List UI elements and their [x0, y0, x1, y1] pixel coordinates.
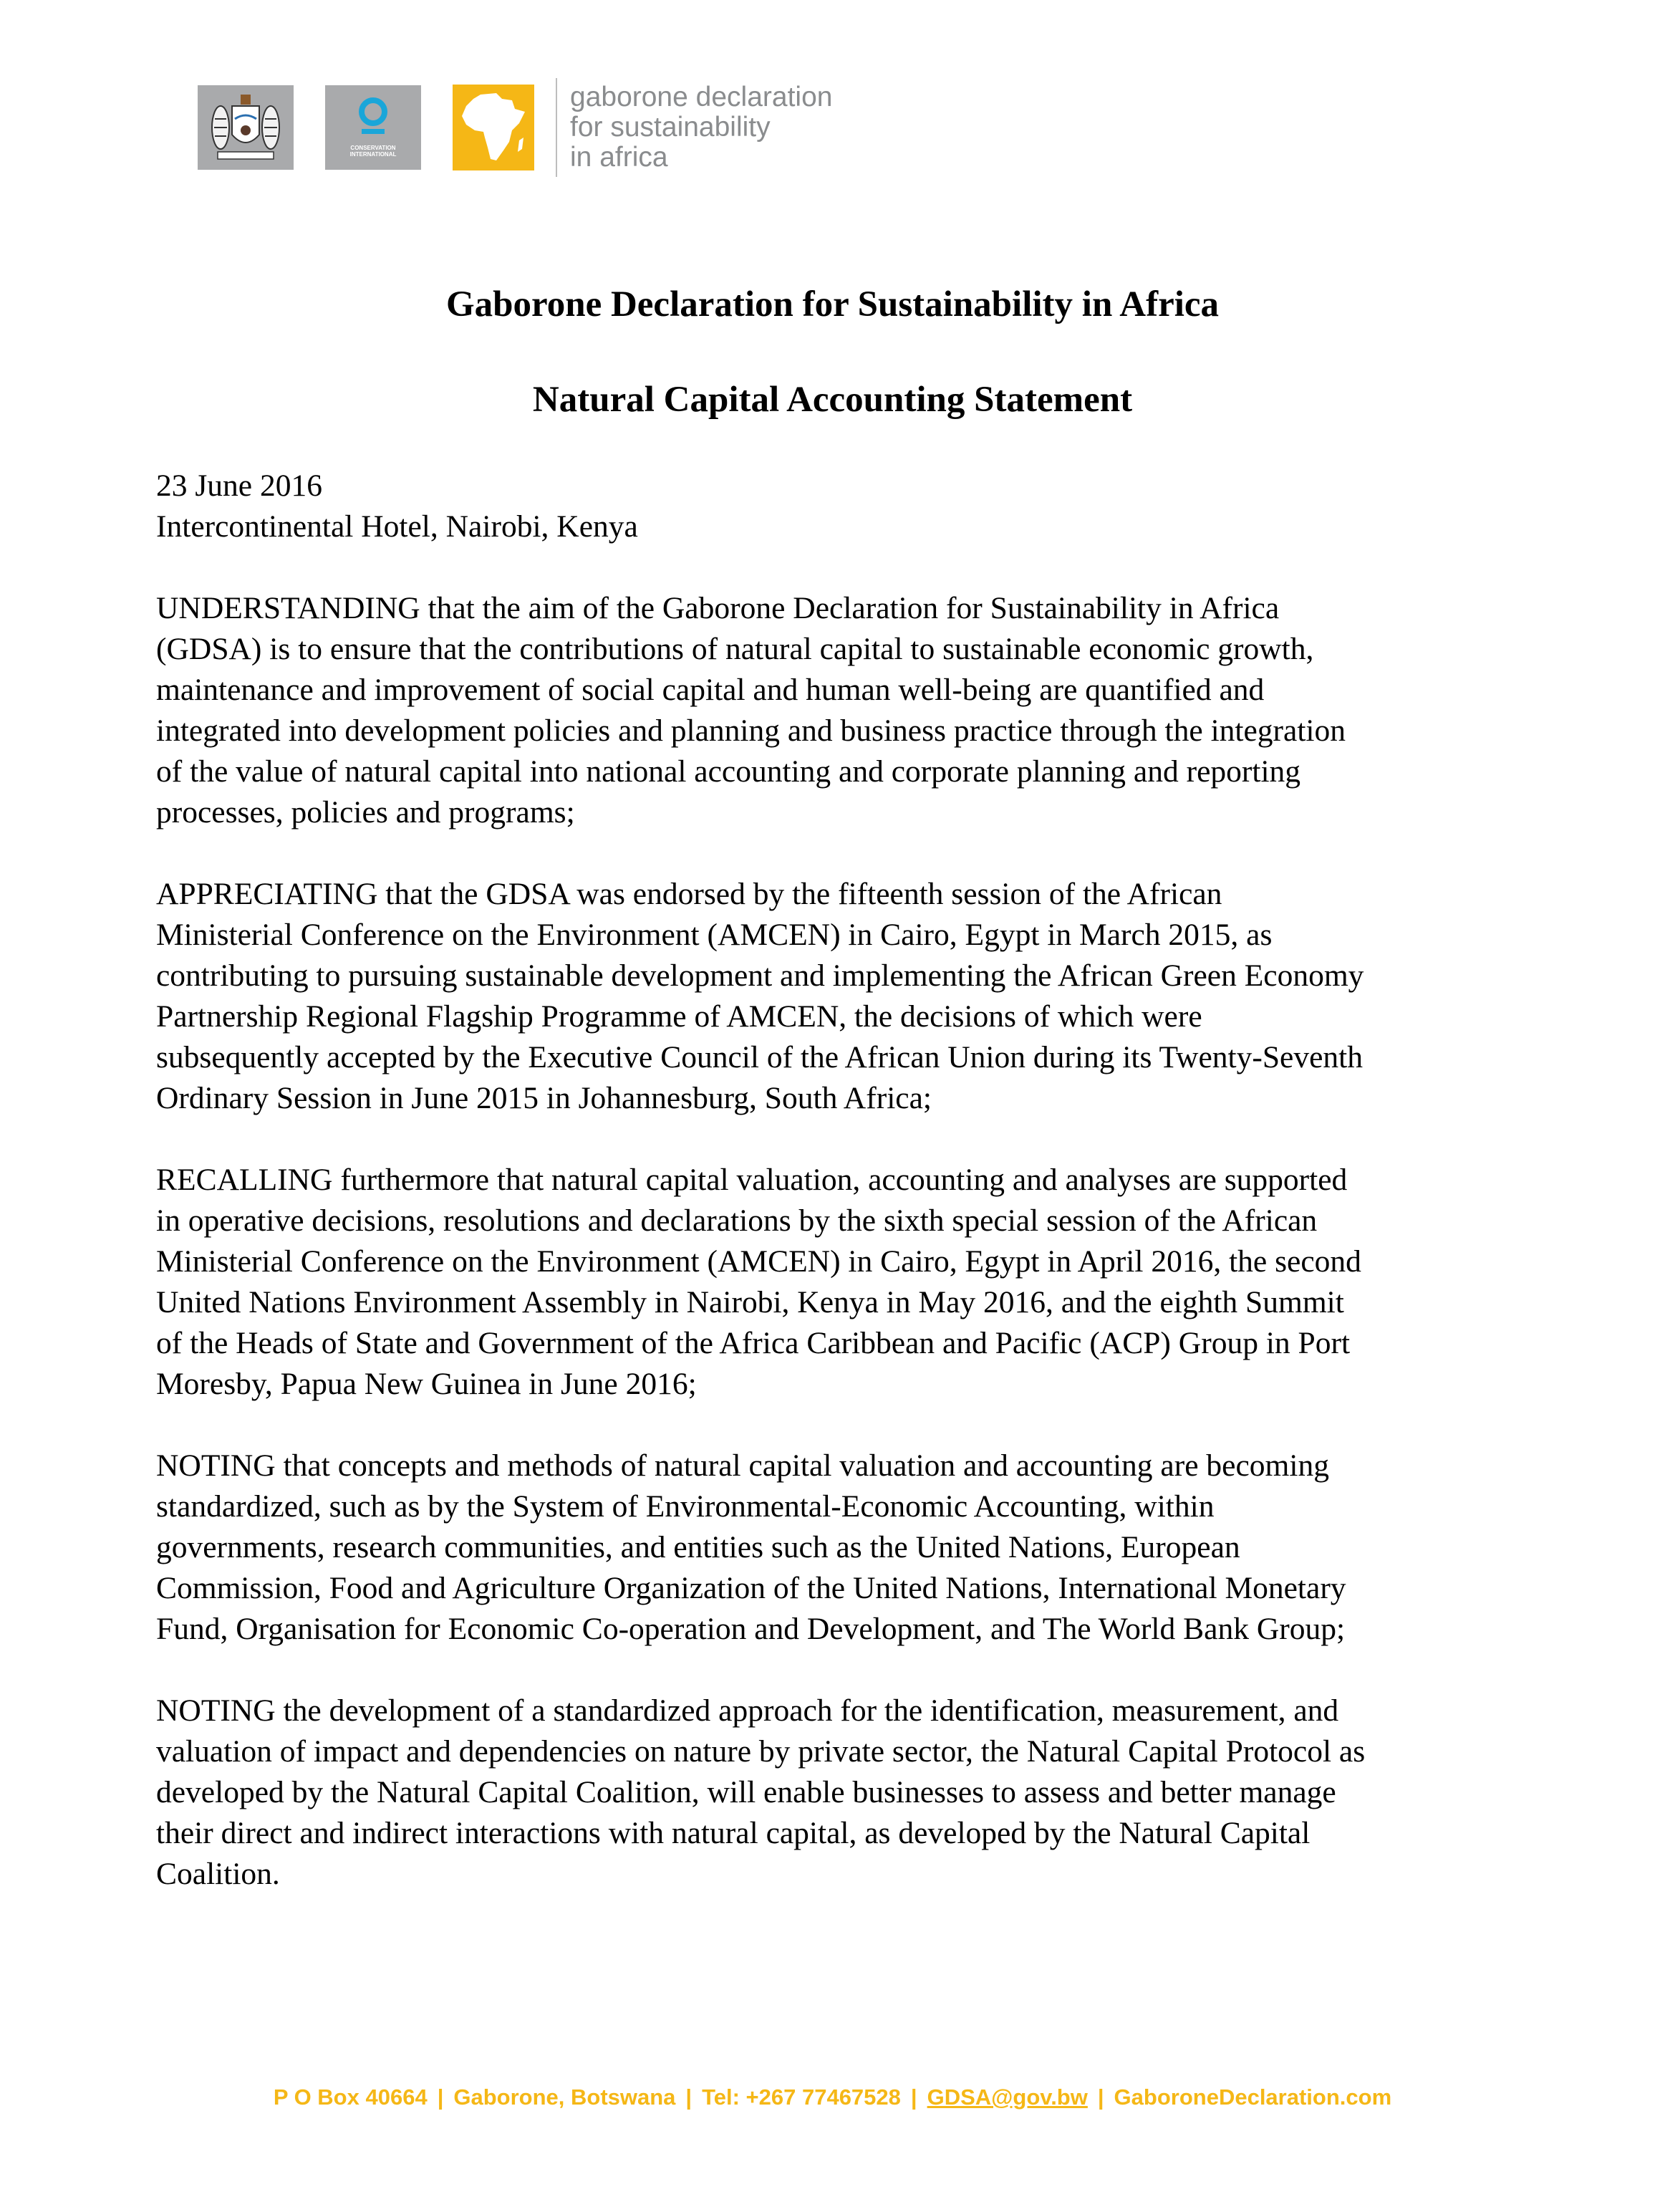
paragraph-appreciating [156, 874, 1538, 1119]
paragraph-line: developed by the Natural Capital Coalition, will enable businesses to assess and better manage [156, 1775, 1336, 1809]
paragraph-line: Ordinary Session in June 2015 in Johannesburg, South Africa; [156, 1081, 932, 1115]
paragraph-line: RECALLING furthermore that natural capital valuation, accounting and analyses are supported [156, 1163, 1348, 1197]
footer-separator: | [1097, 2084, 1104, 2110]
brand-wordmark [570, 82, 832, 173]
footer-city: Gaborone, Botswana [453, 2084, 676, 2110]
paragraph-noting-protocol [156, 1691, 1538, 1895]
paragraph-line: processes, policies and programs; [156, 795, 575, 830]
paragraph-line: valuation of impact and dependencies on nature by private sector, the Natural Capital Protocol as [156, 1734, 1366, 1769]
document-title: Gaborone Declaration for Sustainability in Africa [445, 284, 1220, 324]
paragraph-line: NOTING the development of a standardized approach for the identification, measurement, and [156, 1693, 1339, 1728]
paragraph-line: Partnership Regional Flagship Programme of AMCEN, the decisions of which were [156, 999, 1202, 1034]
footer-separator: | [437, 2084, 444, 2110]
paragraph-line: standardized, such as by the System of Environmental-Economic Accounting, within [156, 1489, 1215, 1524]
ci-emblem-icon [357, 97, 389, 139]
paragraph-line: contributing to pursuing sustainable development and implementing the African Green Economy [156, 958, 1364, 993]
coat-of-arms-icon [203, 90, 288, 165]
document-date: 23 June 2016 [156, 468, 322, 503]
paragraph-line: Fund, Organisation for Economic Co-operation and Development, and The World Bank Group; [156, 1612, 1346, 1646]
paragraph-line: Moresby, Papua New Guinea in June 2016; [156, 1367, 697, 1401]
paragraph-line: Ministerial Conference on the Environment (AMCEN) in Cairo, Egypt in March 2015, as [156, 918, 1273, 952]
paragraph-line: subsequently accepted by the Executive Council of the African Union during its Twenty-Seventh [156, 1040, 1363, 1074]
paragraph-line: Ministerial Conference on the Environment (AMCEN) in Cairo, Egypt in April 2016, the second [156, 1244, 1361, 1279]
paragraph-line: their direct and indirect interactions with natural capital, as developed by the Natural Capital [156, 1816, 1311, 1850]
paragraph-understanding [156, 588, 1538, 833]
paragraph-line: of the value of natural capital into national accounting and corporate planning and reporting [156, 754, 1301, 789]
botswana-coat-of-arms-logo [198, 85, 294, 170]
footer-email-link[interactable]: GDSA@gov.bw [927, 2084, 1088, 2110]
footer-separator: | [685, 2084, 692, 2110]
brand-line: gaborone declaration [570, 82, 833, 112]
paragraph-recalling [156, 1160, 1538, 1405]
paragraph-line: of the Heads of State and Government of the Africa Caribbean and Pacific (ACP) Group in Port [156, 1326, 1351, 1360]
paragraph-line: maintenance and improvement of social capital and human well-being are quantified and [156, 673, 1265, 707]
paragraph-line: Commission, Food and Agriculture Organization of the United Nations, International Monetary [156, 1571, 1346, 1605]
paragraph-line: UNDERSTANDING that the aim of the Gaborone Declaration for Sustainability in Africa [156, 591, 1280, 625]
brand-line: in africa [570, 142, 668, 173]
footer-separator: | [910, 2084, 917, 2110]
document-body [156, 466, 1538, 1936]
paragraph-line: Coalition. [156, 1857, 280, 1891]
document-subtitle: Natural Capital Accounting Statement [532, 380, 1133, 420]
letterhead [198, 77, 832, 178]
paragraph-line: governments, research communities, and entities such as the United Nations, European [156, 1530, 1240, 1564]
paragraph-line: in operative decisions, resolutions and declarations by the sixth special session of the African [156, 1203, 1318, 1238]
footer-telephone: Tel: +267 77467528 [702, 2084, 901, 2110]
gdsa-africa-logo [453, 85, 534, 170]
ci-logo-caption: CONSERVATION INTERNATIONAL [349, 145, 397, 158]
footer-address: P O Box 40664 [273, 2084, 428, 2110]
contact-footer [0, 2084, 1665, 2110]
document-location: Intercontinental Hotel, Nairobi, Kenya [156, 509, 638, 544]
date-location-block [156, 466, 1538, 547]
paragraph-line: United Nations Environment Assembly in Nairobi, Kenya in May 2016, and the eighth Summit [156, 1285, 1344, 1319]
brand-line: for sustainability [570, 112, 771, 143]
paragraph-line: APPRECIATING that the GDSA was endorsed by the fifteenth session of the African [156, 877, 1222, 911]
footer-website[interactable]: GaboroneDeclaration.com [1114, 2084, 1392, 2110]
conservation-international-logo [325, 85, 421, 170]
paragraph-line: NOTING that concepts and methods of natural capital valuation and accounting are becoming [156, 1448, 1329, 1483]
paragraph-noting-concepts [156, 1446, 1538, 1650]
brand-divider [556, 78, 557, 177]
africa-map-icon [459, 90, 528, 165]
paragraph-line: (GDSA) is to ensure that the contributions of natural capital to sustainable economic growth, [156, 632, 1314, 666]
paragraph-line: integrated into development policies and planning and business practice through the integration [156, 713, 1346, 748]
